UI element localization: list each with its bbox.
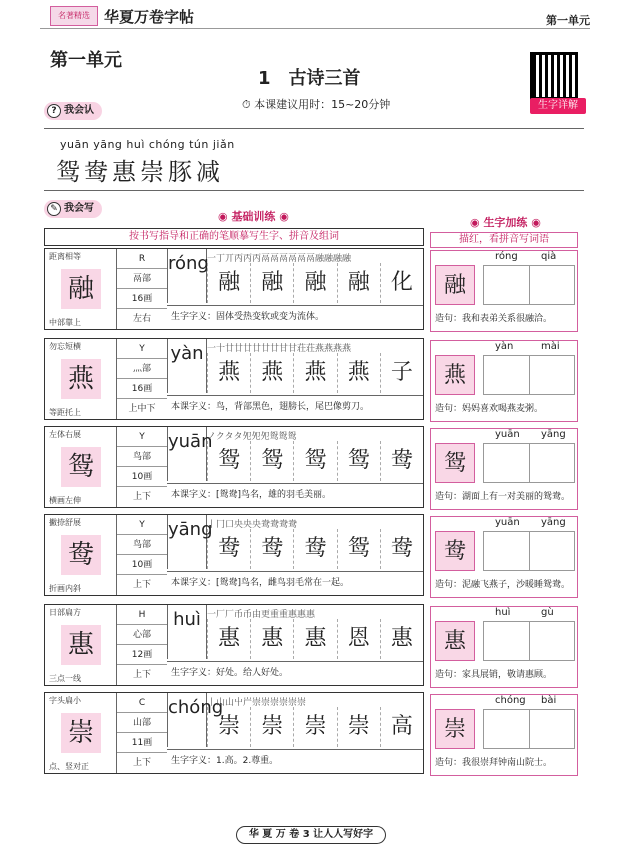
extend-title-text: 生字加练 [483, 216, 528, 229]
unit-tag: 第一单元 [546, 14, 590, 27]
tip-bottom: 中部靠上 [49, 318, 81, 327]
char-info [117, 515, 167, 595]
big-char: 鸯 [61, 535, 101, 575]
trace-cell[interactable]: 燕 [207, 353, 250, 393]
basic-title: ◉ 基础训练 ◉ [218, 210, 289, 223]
pinyin: yàn [167, 339, 207, 393]
trace-cell[interactable]: 高 [380, 707, 423, 747]
example-sentence: 造句：妈妈喜欢喝燕麦粥。 [435, 404, 544, 414]
stroke-order: ノクタタ夗夗夗鸳鸳鸳 [207, 432, 297, 442]
recognize-chars: 鸳鸯惠崇豚减 [56, 158, 224, 186]
structure: 左右 [132, 314, 151, 324]
example-sentence: 造句：湖面上有一对美丽的鸳鸯。 [435, 492, 571, 502]
radical: 鬲部 [117, 269, 167, 289]
brand-logo: 名著精选 [50, 6, 98, 26]
write-box[interactable] [483, 531, 575, 571]
practice-pinyin-2: yāng [541, 517, 566, 528]
stroke-order: 丨山山屮屵崇崇崇崇崇崇 [207, 698, 307, 708]
big-char-cell [45, 605, 117, 685]
trace-grid [207, 441, 423, 481]
index-letter: Y [117, 339, 167, 359]
divider [44, 128, 584, 129]
qr-code[interactable] [530, 52, 578, 100]
stroke-count: 10画 [117, 555, 167, 575]
char-entry [44, 338, 424, 420]
trace-cell[interactable]: 燕 [250, 353, 293, 393]
char-entry [44, 514, 424, 596]
tip-bottom: 点、竖对正 [49, 762, 89, 771]
meaning: 生字字义：好处。给人好处。 [167, 661, 423, 685]
practice-char: 鸯 [435, 531, 475, 571]
stroke-order: 一丁丌丙丙丙鬲鬲鬲鬲鬲鬲融融融融 [207, 254, 352, 264]
trace-cell[interactable]: 融 [293, 263, 336, 303]
pinyin: róng [167, 249, 207, 303]
trace-cell[interactable]: 惠 [207, 619, 250, 659]
example-sentence: 造句：我和表弟关系很融洽。 [435, 314, 553, 324]
trace-cell[interactable]: 燕 [293, 353, 336, 393]
big-char: 燕 [61, 359, 101, 399]
trace-cell[interactable]: 子 [380, 353, 423, 393]
tip-top: 勿忘短横 [49, 342, 81, 351]
stroke-count: 12画 [117, 645, 167, 665]
trace-cell[interactable]: 鸳 [207, 441, 250, 481]
char-info [117, 249, 167, 329]
hint-right: 描红，看拼音写词语 [430, 232, 578, 248]
index-letter: R [117, 249, 167, 269]
practice-pinyin-2: bài [541, 695, 557, 706]
tip-bottom: 横画左伸 [49, 496, 81, 505]
example-sentence: 造句：家具展销，敬请惠顾。 [435, 670, 553, 680]
radical: 灬部 [117, 359, 167, 379]
char-entry [44, 604, 424, 686]
big-char: 崇 [61, 713, 101, 753]
trace-cell[interactable]: 鸯 [207, 529, 250, 569]
trace-cell[interactable]: 惠 [293, 619, 336, 659]
trace-cell[interactable]: 崇 [207, 707, 250, 747]
practice-pinyin-1: yuān [495, 517, 520, 528]
tip-top: 距离相等 [49, 252, 81, 261]
radical: 心部 [117, 625, 167, 645]
pinyin: yuān [167, 427, 207, 481]
write-box[interactable] [483, 621, 575, 661]
practice-pinyin-2: qià [541, 251, 557, 262]
big-char-cell [45, 427, 117, 507]
trace-cell[interactable]: 融 [250, 263, 293, 303]
big-char-cell [45, 339, 117, 419]
tip-bottom: 三点一线 [49, 674, 81, 683]
stroke-order: 一十廿廿廿廿廿廿甘甘荘荘燕燕燕燕 [207, 344, 352, 354]
trace-grid [207, 353, 423, 393]
meaning: 本课字义：[鸳鸯]鸟名，雄的羽毛美丽。 [167, 483, 423, 507]
big-char-cell [45, 515, 117, 595]
tip-top: 撇捺舒展 [49, 518, 81, 527]
trace-cell[interactable]: 崇 [293, 707, 336, 747]
basic-title-text: 基础训练 [231, 210, 276, 223]
meaning: 本课字义：鸟，背部黑色，翅膀长，尾巴像剪刀。 [167, 395, 423, 419]
section-write-label: 我会写 [64, 203, 94, 214]
practice-card [430, 516, 578, 598]
practice-pinyin-2: mài [541, 341, 560, 352]
structure: 上下 [132, 580, 151, 590]
practice-char: 融 [435, 265, 475, 305]
recognize-pinyin: yuān yāng huì chóng tún jiǎn [60, 138, 235, 151]
trace-cell[interactable]: 鸯 [380, 529, 423, 569]
char-info [117, 427, 167, 507]
trace-cell[interactable]: 融 [207, 263, 250, 303]
big-char: 鸳 [61, 447, 101, 487]
index-letter: H [117, 605, 167, 625]
practice-char: 燕 [435, 355, 475, 395]
pinyin: yāng [167, 515, 207, 569]
char-info [117, 339, 167, 419]
practice-char: 惠 [435, 621, 475, 661]
practice-char: 鸳 [435, 443, 475, 483]
stroke-count: 11画 [117, 733, 167, 753]
practice-pinyin-1: róng [495, 251, 518, 262]
example-sentence: 造句：泥融飞燕子，沙暖睡鸳鸯。 [435, 580, 571, 590]
practice-card [430, 606, 578, 688]
qr-label: 生字详解 [530, 98, 586, 114]
practice-pinyin-1: huì [495, 607, 511, 618]
big-char-cell [45, 249, 117, 329]
structure: 上下 [132, 492, 151, 502]
unit-title: 第一单元 [50, 50, 122, 71]
practice-pinyin-1: yuān [495, 429, 520, 440]
trace-cell[interactable]: 燕 [337, 353, 380, 393]
write-box[interactable] [483, 265, 575, 305]
tip-bottom: 等距托上 [49, 408, 81, 417]
practice-card [430, 694, 578, 776]
header-divider [40, 28, 590, 29]
meaning: 本课字义：[鸳鸯]鸟名，雌鸟羽毛常在一起。 [167, 571, 423, 595]
hint-left: 按书写指导和正确的笔顺摹写生字、拼音及组词 [44, 228, 424, 246]
practice-pinyin-1: yàn [495, 341, 514, 352]
tip-bottom: 折画内斜 [49, 584, 81, 593]
structure: 上下 [132, 758, 151, 768]
big-char: 惠 [61, 625, 101, 665]
practice-pinyin-1: chóng [495, 695, 526, 706]
trace-cell[interactable]: 鸯 [380, 441, 423, 481]
section-recognize [44, 102, 102, 120]
practice-card [430, 340, 578, 422]
write-box[interactable] [483, 709, 575, 749]
practice-char: 崇 [435, 709, 475, 749]
structure: 上中下 [128, 404, 156, 414]
trace-cell[interactable]: 鸳 [293, 441, 336, 481]
radical: 鸟部 [117, 535, 167, 555]
big-char-cell [45, 693, 117, 773]
index-letter: Y [117, 427, 167, 447]
footer-slogan: 华 夏 万 卷 3 让人人写好字 [236, 826, 386, 844]
extend-title: ◉ 生字加练 ◉ [470, 216, 541, 229]
trace-cell[interactable]: 崇 [250, 707, 293, 747]
tip-top: 字头扁小 [49, 696, 81, 705]
trace-cell[interactable]: 鸳 [337, 529, 380, 569]
stroke-count: 16画 [117, 379, 167, 399]
tip-top: 左体右展 [49, 430, 81, 439]
practice-card [430, 250, 578, 332]
time-text: 本课建议用时：15~20分钟 [254, 98, 391, 111]
trace-cell[interactable]: 恩 [337, 619, 380, 659]
stroke-order: 丨冂口央央央鸯鸯鸯鸯 [207, 520, 298, 530]
trace-cell[interactable]: 鸯 [293, 529, 336, 569]
section-write [44, 200, 102, 218]
char-entry [44, 426, 424, 508]
trace-grid [207, 263, 423, 303]
trace-grid [207, 707, 423, 747]
stroke-count: 10画 [117, 467, 167, 487]
char-info [117, 693, 167, 773]
trace-cell[interactable]: 鸳 [337, 441, 380, 481]
trace-cell[interactable]: 惠 [250, 619, 293, 659]
char-entry [44, 248, 424, 330]
practice-pinyin-2: yāng [541, 429, 566, 440]
big-char: 融 [61, 269, 101, 309]
trace-cell[interactable]: 鸳 [250, 441, 293, 481]
trace-grid [207, 529, 423, 569]
example-sentence: 造句：我很崇拜钟南山院士。 [435, 758, 553, 768]
divider [44, 190, 584, 191]
char-entry [44, 692, 424, 774]
practice-pinyin-2: gù [541, 607, 554, 618]
trace-grid [207, 619, 423, 659]
time-note: ⏱ 本课建议用时：15~20分钟 [242, 98, 391, 111]
index-letter: C [117, 693, 167, 713]
lesson-title: 1 古诗三首 [258, 68, 361, 89]
write-box[interactable] [483, 443, 575, 483]
stroke-order: 一厂厂币币由更重重惠惠惠 [207, 610, 316, 620]
pinyin: huì [167, 605, 207, 659]
practice-card [430, 428, 578, 510]
meaning: 生字字义：1.高。2.尊重。 [167, 749, 423, 773]
trace-cell[interactable]: 崇 [337, 707, 380, 747]
write-box[interactable] [483, 355, 575, 395]
structure: 上下 [132, 670, 151, 680]
trace-cell[interactable]: 鸯 [250, 529, 293, 569]
meaning: 生字字义：固体受热变软或变为流体。 [167, 305, 423, 329]
radical: 山部 [117, 713, 167, 733]
trace-cell[interactable]: 惠 [380, 619, 423, 659]
trace-cell[interactable]: 融 [337, 263, 380, 303]
section-recognize-label: 我会认 [64, 105, 94, 116]
eye-icon: ? [47, 104, 61, 118]
brand-title: 华夏万卷字帖 [104, 8, 195, 26]
radical: 鸟部 [117, 447, 167, 467]
trace-cell[interactable]: 化 [380, 263, 423, 303]
pen-icon: ✎ [47, 202, 61, 216]
tip-top: 日部扁方 [49, 608, 81, 617]
stroke-count: 16画 [117, 289, 167, 309]
index-letter: Y [117, 515, 167, 535]
pinyin: chóng [167, 693, 207, 747]
char-info [117, 605, 167, 685]
